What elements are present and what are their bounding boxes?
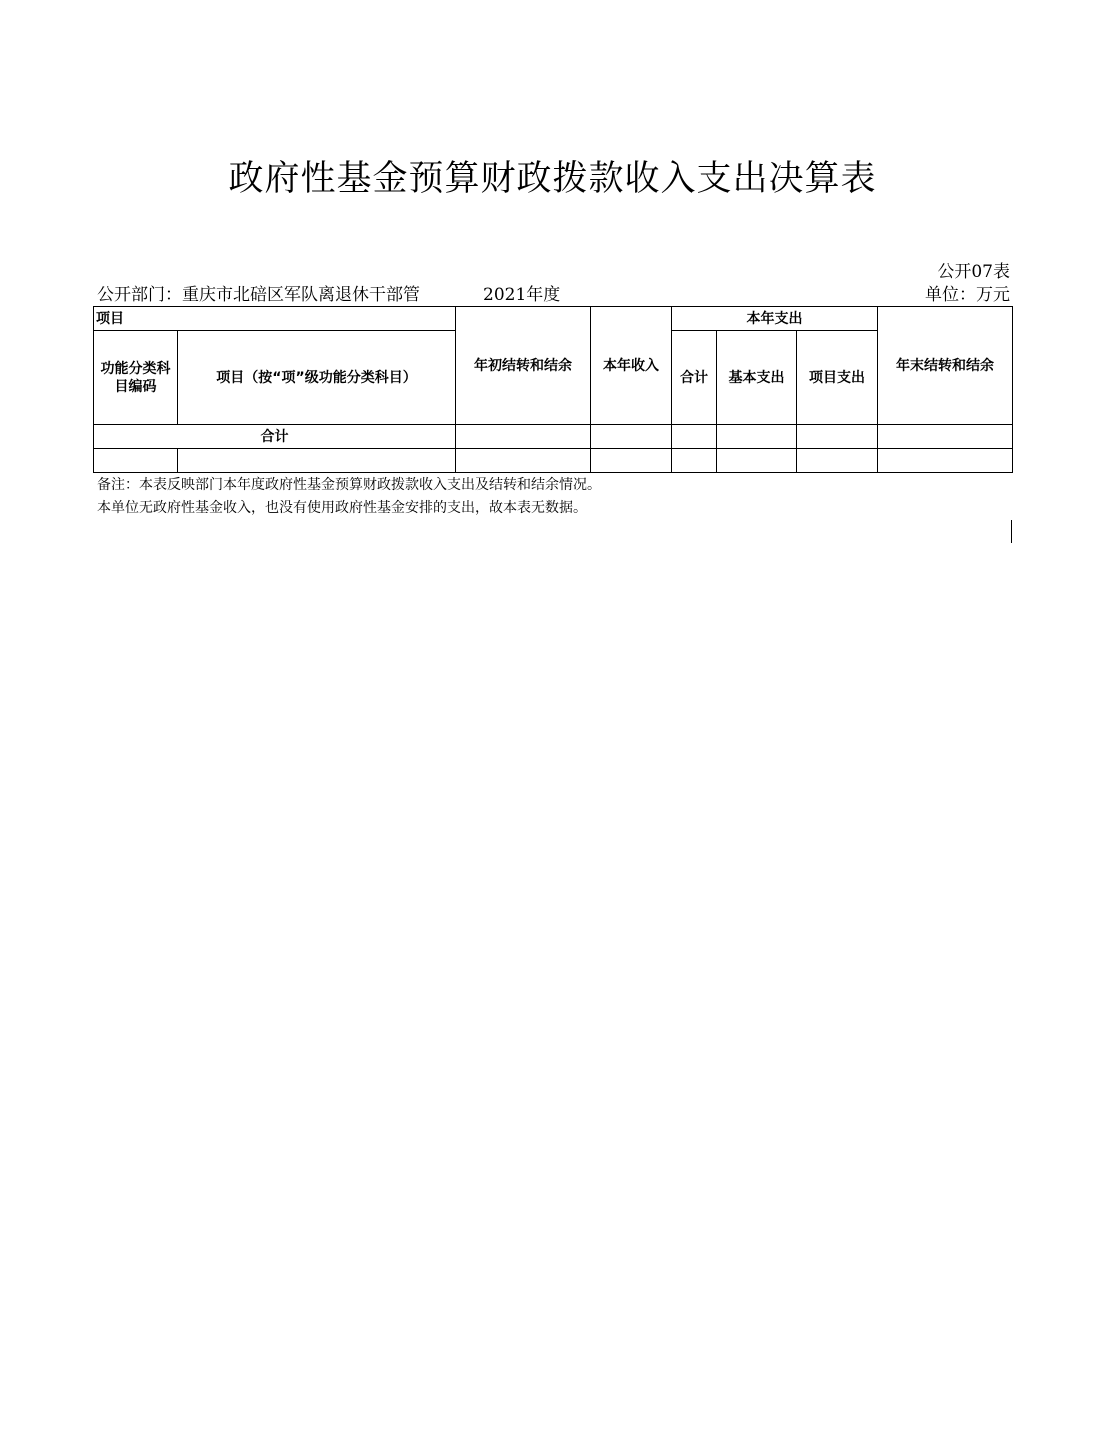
header-item-name: 项目（按“项”级功能分类科目） xyxy=(178,331,456,425)
note-line: 本单位无政府性基金收入，也没有使用政府性基金安排的支出，故本表无数据。 xyxy=(97,500,587,516)
budget-table xyxy=(93,306,1013,473)
row-exp-total xyxy=(672,449,717,473)
row-item-name xyxy=(178,449,456,473)
row-exp-project xyxy=(797,449,878,473)
total-exp-project xyxy=(797,425,878,449)
total-row-label: 合计 xyxy=(94,425,456,449)
total-row xyxy=(94,425,1013,449)
total-end-balance xyxy=(878,425,1013,449)
total-exp-total xyxy=(672,425,717,449)
header-end-balance: 年末结转和结余 xyxy=(878,307,1013,425)
note-line: 备注：本表反映部门本年度政府性基金预算财政拨款收入支出及结转和结余情况。 xyxy=(97,477,601,493)
row-exp-basic xyxy=(717,449,797,473)
total-income xyxy=(591,425,672,449)
form-code: 公开07表 xyxy=(937,262,1010,282)
header-income: 本年收入 xyxy=(591,307,672,425)
header-exp-project: 项目支出 xyxy=(797,331,878,425)
department-label: 公开部门：重庆市北碚区军队离退休干部管 xyxy=(97,285,420,305)
header-row-1 xyxy=(94,307,1013,331)
header-expense-group: 本年支出 xyxy=(672,307,878,331)
row-end-balance xyxy=(878,449,1013,473)
total-exp-basic xyxy=(717,425,797,449)
total-begin-balance xyxy=(456,425,591,449)
header-exp-total: 合计 xyxy=(672,331,717,425)
notes xyxy=(97,474,601,520)
unit-label: 单位：万元 xyxy=(925,285,1010,305)
row-begin-balance xyxy=(456,449,591,473)
header-func-code: 功能分类科目编码 xyxy=(94,331,178,425)
report-year: 2021年度 xyxy=(483,285,561,305)
text-cursor xyxy=(1011,520,1012,543)
page-title: 政府性基金预算财政拨款收入支出决算表 xyxy=(228,159,877,199)
header-exp-basic: 基本支出 xyxy=(717,331,797,425)
row-func-code xyxy=(94,449,178,473)
header-begin-balance: 年初结转和结余 xyxy=(456,307,591,425)
table-row xyxy=(94,449,1013,473)
header-project: 项目 xyxy=(94,307,456,331)
row-income xyxy=(591,449,672,473)
report-meta xyxy=(97,285,1010,307)
